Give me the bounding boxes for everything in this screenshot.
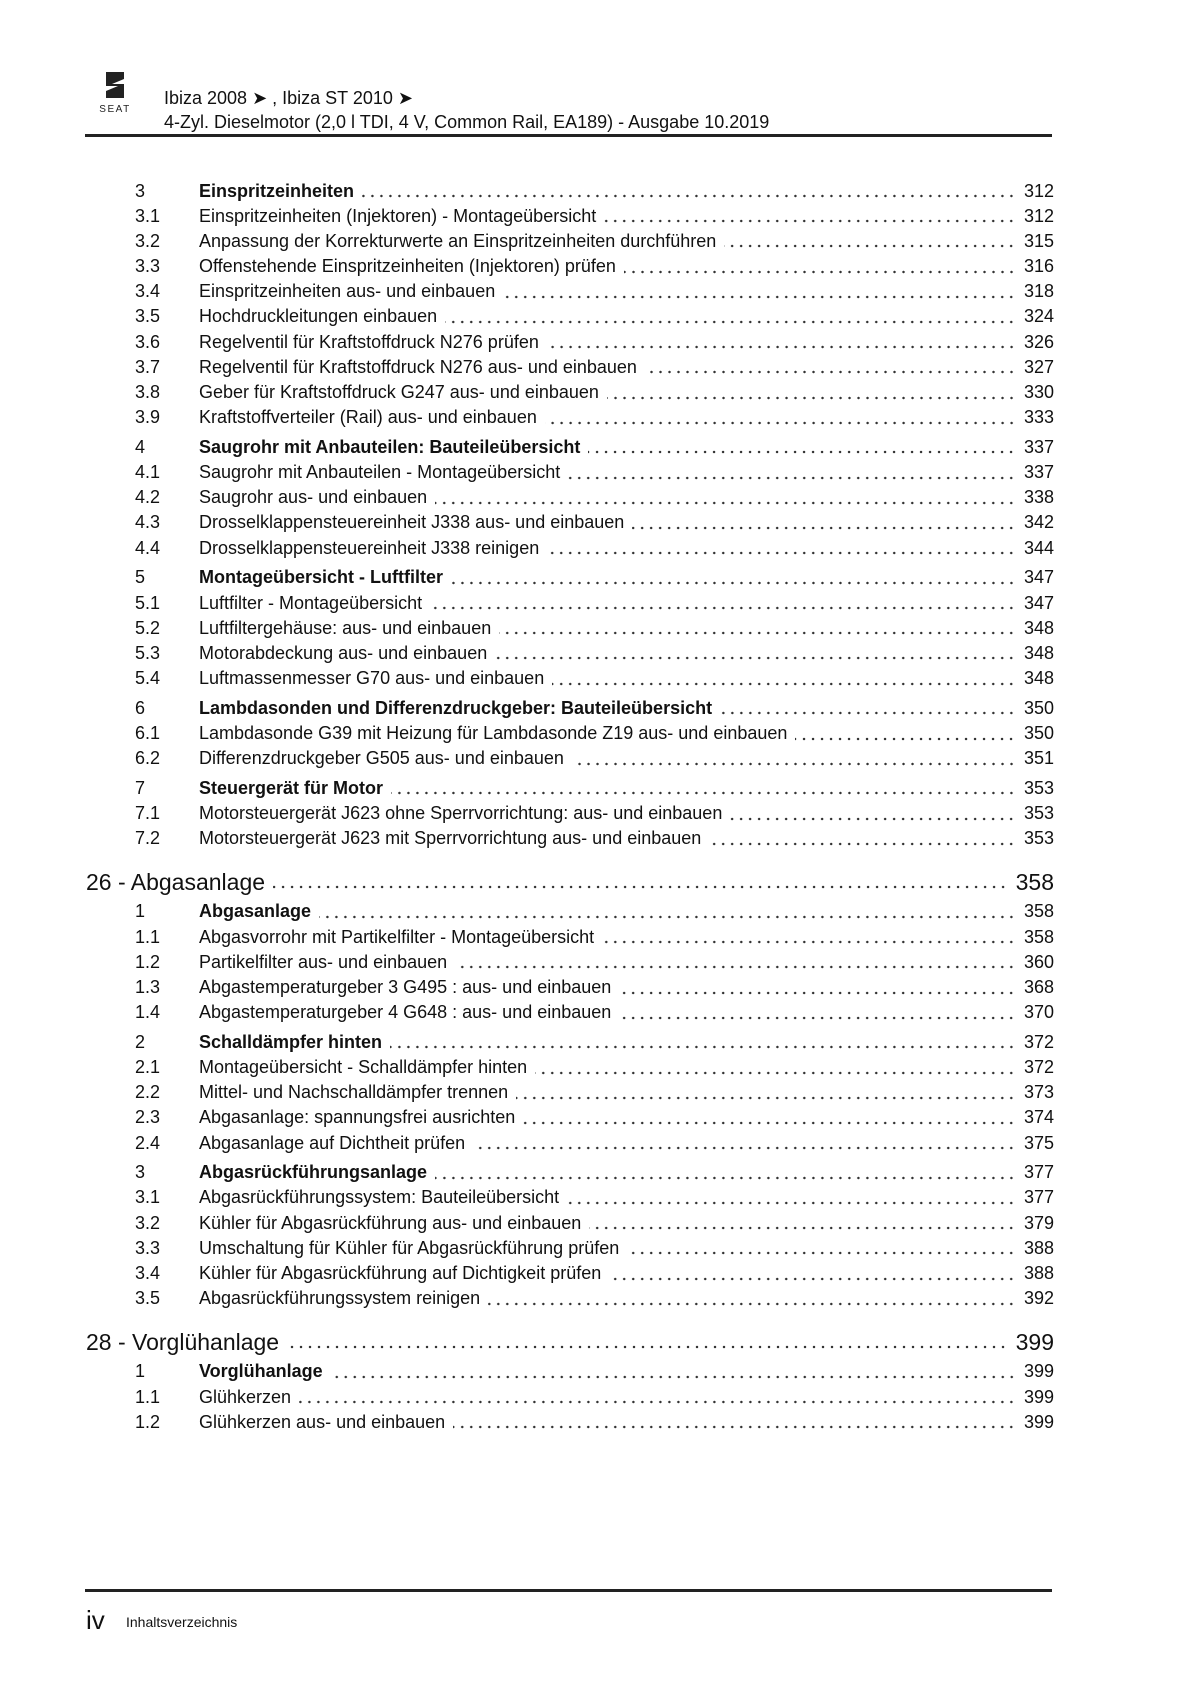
entry-title: 26 - Abgasanlage bbox=[86, 869, 266, 896]
dot-leader bbox=[535, 1071, 1016, 1075]
entry-title: Anpassung der Korrekturwerte an Einspritzeinheiten durchführen bbox=[199, 230, 717, 251]
entry-page-number: 338 bbox=[1023, 487, 1054, 508]
entry-page-number: 350 bbox=[1023, 697, 1054, 718]
entry-page-number: 347 bbox=[1023, 592, 1054, 613]
toc-section[interactable] bbox=[0, 565, 1191, 590]
entry-number: 3 bbox=[135, 1162, 146, 1183]
entry-title: Luftfilter - Montageübersicht bbox=[199, 592, 423, 613]
entry-page-number: 368 bbox=[1023, 976, 1054, 997]
entry-title: Kühler für Abgasrückführung auf Dichtigkeit prüfen bbox=[199, 1263, 602, 1283]
dot-leader bbox=[319, 915, 1016, 919]
entry-number: 3 bbox=[135, 180, 146, 201]
toc-entry[interactable] bbox=[0, 1211, 1191, 1236]
entry-title: Abgasanlage auf Dichtheit prüfen bbox=[199, 1132, 466, 1153]
dot-leader bbox=[435, 1176, 1016, 1180]
dot-leader bbox=[627, 1251, 1016, 1255]
entry-number: 2.4 bbox=[135, 1132, 161, 1153]
toc-entry[interactable] bbox=[0, 1385, 1191, 1410]
entry-page-number: 353 bbox=[1023, 828, 1054, 849]
entry-title: Abgasrückführungsanlage bbox=[199, 1162, 428, 1183]
entry-title: Steuergerät für Motor bbox=[199, 777, 384, 798]
entry-page-number: 350 bbox=[1023, 722, 1054, 743]
entry-number: 3.3 bbox=[135, 1237, 161, 1258]
entry-page-number: 374 bbox=[1023, 1107, 1054, 1128]
entry-title: Montageübersicht - Schalldämpfer hinten bbox=[199, 1057, 528, 1077]
entry-number: 6.1 bbox=[135, 722, 161, 743]
toc-entry[interactable] bbox=[0, 536, 1191, 561]
entry-page-number: 372 bbox=[1023, 1057, 1054, 1077]
entry-number: 3.1 bbox=[135, 1187, 161, 1208]
dot-leader bbox=[430, 606, 1016, 610]
dot-leader bbox=[453, 1425, 1016, 1429]
footer-page-number: iv bbox=[86, 1605, 105, 1635]
toc-entry[interactable] bbox=[0, 975, 1191, 1000]
dot-leader bbox=[331, 1375, 1016, 1379]
toc-entry[interactable] bbox=[0, 666, 1191, 691]
dot-leader bbox=[391, 791, 1016, 795]
toc-entry[interactable] bbox=[0, 254, 1191, 279]
dot-leader bbox=[273, 885, 1008, 889]
dot-leader bbox=[455, 965, 1016, 969]
entry-title: Abgasanlage bbox=[199, 901, 312, 922]
entry-page-number: 379 bbox=[1023, 1212, 1054, 1233]
toc-entry[interactable] bbox=[0, 1185, 1191, 1210]
entry-title: Luftmassenmesser G70 aus- und einbauen bbox=[199, 668, 545, 689]
entry-number: 1.1 bbox=[135, 1386, 161, 1407]
entry-title: Lambdasonden und Differenzdruckgeber: Bauteileübersicht bbox=[199, 697, 713, 718]
entry-page-number: 353 bbox=[1023, 803, 1054, 823]
entry-number: 5.4 bbox=[135, 668, 161, 689]
entry-page-number: 326 bbox=[1023, 331, 1054, 352]
entry-page-number: 348 bbox=[1023, 642, 1054, 663]
dot-leader bbox=[730, 817, 1016, 821]
toc-entry[interactable] bbox=[0, 229, 1191, 254]
toc-entry[interactable] bbox=[0, 641, 1191, 666]
dot-leader bbox=[390, 1045, 1016, 1049]
entry-title: Drosselklappensteuereinheit J338 aus- und einbauen bbox=[199, 512, 625, 533]
toc-entry[interactable] bbox=[0, 1055, 1191, 1080]
footer-rule bbox=[85, 1589, 1052, 1592]
entry-number: 1.3 bbox=[135, 976, 161, 997]
entry-title: Lambdasonde G39 mit Heizung für Lambdasonde Z19 aus- und einbauen bbox=[199, 722, 788, 743]
entry-title: Kühler für Abgasrückführung aus- und einbauen bbox=[199, 1212, 582, 1233]
toc-entry[interactable] bbox=[0, 1105, 1191, 1130]
entry-title: Differenzdruckgeber G505 aus- und einbauen bbox=[199, 748, 564, 769]
dot-leader bbox=[709, 842, 1016, 846]
entry-number: 3.5 bbox=[135, 1288, 161, 1309]
entry-number: 1.2 bbox=[135, 1411, 161, 1432]
toc-entry[interactable] bbox=[0, 460, 1191, 485]
entry-page-number: 330 bbox=[1023, 382, 1054, 402]
entry-title: Regelventil für Kraftstoffdruck N276 prüfen bbox=[199, 331, 539, 352]
toc-entry[interactable] bbox=[0, 510, 1191, 535]
header-rule bbox=[85, 134, 1052, 137]
entry-page-number: 392 bbox=[1023, 1288, 1054, 1309]
seat-logo bbox=[90, 70, 140, 114]
dot-leader bbox=[287, 1345, 1008, 1349]
toc-section[interactable] bbox=[0, 179, 1191, 204]
entry-number: 1 bbox=[135, 901, 146, 922]
toc-entry[interactable] bbox=[0, 746, 1191, 771]
dot-leader bbox=[602, 940, 1016, 944]
entry-title: Einspritzeinheiten (Injektoren) - Montageübersicht bbox=[199, 205, 597, 226]
entry-title: Kraftstoffverteiler (Rail) aus- und einbauen bbox=[199, 407, 537, 428]
entry-number: 6.2 bbox=[135, 748, 161, 769]
entry-title: Geber für Kraftstoffdruck G247 aus- und einbauen bbox=[199, 382, 599, 402]
toc-entry[interactable] bbox=[0, 721, 1191, 746]
dot-leader bbox=[720, 711, 1016, 715]
entry-number: 1 bbox=[135, 1361, 146, 1382]
entry-page-number: 327 bbox=[1023, 356, 1054, 377]
entry-title: Glühkerzen aus- und einbauen bbox=[199, 1411, 446, 1432]
entry-page-number: 333 bbox=[1023, 407, 1054, 428]
entry-title: 28 - Vorglühanlage bbox=[86, 1329, 280, 1356]
entry-title: Abgasrückführungssystem: Bauteileübersicht bbox=[199, 1187, 560, 1208]
entry-title: Motorsteuergerät J623 mit Sperrvorrichtung aus- und einbauen bbox=[199, 828, 702, 849]
entry-number: 3.5 bbox=[135, 306, 161, 327]
entry-number: 3.6 bbox=[135, 331, 161, 352]
toc-section[interactable] bbox=[0, 696, 1191, 721]
entry-title: Einspritzeinheiten aus- und einbauen bbox=[199, 281, 496, 302]
dot-leader bbox=[567, 1201, 1016, 1205]
entry-title: Abgasrückführungssystem reinigen bbox=[199, 1288, 481, 1309]
toc-entry[interactable] bbox=[0, 279, 1191, 304]
toc-entry[interactable] bbox=[0, 485, 1191, 510]
entry-number: 3.4 bbox=[135, 281, 161, 302]
entry-number: 3.7 bbox=[135, 356, 161, 377]
dot-leader bbox=[499, 631, 1016, 635]
entry-number: 3.4 bbox=[135, 1263, 161, 1283]
svg-text:SEAT: SEAT bbox=[99, 104, 131, 114]
dot-leader bbox=[523, 1121, 1016, 1125]
dot-leader bbox=[552, 682, 1016, 686]
toc-entry[interactable] bbox=[0, 1236, 1191, 1261]
dot-leader bbox=[568, 476, 1016, 480]
entry-number: 4.4 bbox=[135, 537, 161, 558]
dot-leader bbox=[435, 501, 1016, 505]
toc-entry[interactable] bbox=[0, 616, 1191, 641]
entry-number: 6 bbox=[135, 697, 146, 718]
dot-leader bbox=[632, 526, 1016, 530]
dot-leader bbox=[545, 421, 1016, 425]
dot-leader bbox=[451, 581, 1016, 585]
dot-leader bbox=[609, 1277, 1016, 1281]
toc-entry[interactable] bbox=[0, 204, 1191, 229]
entry-number: 7.2 bbox=[135, 828, 161, 849]
entry-page-number: 358 bbox=[1015, 869, 1054, 896]
entry-number: 4.1 bbox=[135, 462, 161, 483]
entry-number: 3.8 bbox=[135, 382, 161, 402]
entry-page-number: 347 bbox=[1023, 567, 1054, 588]
entry-page-number: 312 bbox=[1023, 205, 1054, 226]
entry-number: 3.9 bbox=[135, 407, 161, 428]
entry-page-number: 316 bbox=[1023, 256, 1054, 277]
toc-entry[interactable] bbox=[0, 1000, 1191, 1025]
toc-section[interactable] bbox=[0, 1160, 1191, 1185]
entry-number: 5 bbox=[135, 567, 146, 588]
entry-number: 2.1 bbox=[135, 1057, 161, 1077]
entry-page-number: 318 bbox=[1023, 281, 1054, 302]
entry-number: 1.4 bbox=[135, 1002, 161, 1023]
toc-entry[interactable] bbox=[0, 826, 1191, 851]
toc-section[interactable] bbox=[0, 776, 1191, 801]
entry-title: Glühkerzen bbox=[199, 1386, 292, 1407]
entry-title: Hochdruckleitungen einbauen bbox=[199, 306, 438, 327]
entry-number: 2.3 bbox=[135, 1107, 161, 1128]
entry-page-number: 337 bbox=[1023, 462, 1054, 483]
entry-page-number: 324 bbox=[1023, 306, 1054, 327]
dot-leader bbox=[495, 656, 1016, 660]
entry-page-number: 348 bbox=[1023, 617, 1054, 638]
entry-title: Vorglühanlage bbox=[199, 1361, 323, 1382]
toc-entry[interactable] bbox=[0, 1261, 1191, 1286]
dot-leader bbox=[619, 991, 1016, 995]
entry-title: Montageübersicht - Luftfilter bbox=[199, 567, 443, 588]
entry-title: Saugrohr aus- und einbauen bbox=[199, 487, 428, 508]
entry-number: 5.1 bbox=[135, 592, 161, 613]
entry-page-number: 312 bbox=[1023, 180, 1054, 201]
entry-title: Partikelfilter aus- und einbauen bbox=[199, 951, 448, 972]
entry-page-number: 337 bbox=[1023, 436, 1054, 457]
entry-page-number: 344 bbox=[1023, 537, 1054, 558]
entry-page-number: 375 bbox=[1023, 1132, 1054, 1153]
entry-title: Luftfiltergehäuse: aus- und einbauen bbox=[199, 617, 492, 638]
entry-number: 7 bbox=[135, 777, 146, 798]
dot-leader bbox=[362, 194, 1016, 198]
entry-title: Abgastemperaturgeber 3 G495 : aus- und einbauen bbox=[199, 976, 612, 997]
toc-entry[interactable] bbox=[0, 380, 1191, 405]
entry-page-number: 351 bbox=[1023, 748, 1054, 769]
entry-number: 3.2 bbox=[135, 230, 161, 251]
entry-page-number: 399 bbox=[1023, 1411, 1054, 1432]
entry-page-number: 315 bbox=[1023, 230, 1054, 251]
entry-number: 1.1 bbox=[135, 926, 161, 947]
dot-leader bbox=[588, 450, 1016, 454]
entry-title: Abgastemperaturgeber 4 G648 : aus- und einbauen bbox=[199, 1002, 612, 1023]
entry-title: Motorabdeckung aus- und einbauen bbox=[199, 642, 488, 663]
entry-title: Saugrohr mit Anbauteilen: Bauteileübersicht bbox=[199, 436, 581, 457]
dot-leader bbox=[503, 295, 1016, 299]
entry-number: 5.3 bbox=[135, 642, 161, 663]
entry-title: Abgasanlage: spannungsfrei ausrichten bbox=[199, 1107, 516, 1128]
dot-leader bbox=[488, 1302, 1016, 1306]
entry-title: Motorsteuergerät J623 ohne Sperrvorrichtung: aus- und einbauen bbox=[199, 803, 723, 823]
entry-page-number: 388 bbox=[1023, 1263, 1054, 1283]
entry-page-number: 372 bbox=[1023, 1031, 1054, 1052]
entry-page-number: 358 bbox=[1023, 926, 1054, 947]
dot-leader bbox=[607, 396, 1016, 400]
dot-leader bbox=[547, 345, 1016, 349]
entry-page-number: 353 bbox=[1023, 777, 1054, 798]
toc-entry[interactable] bbox=[0, 304, 1191, 329]
entry-title: Regelventil für Kraftstoffdruck N276 aus- und einbauen bbox=[199, 356, 637, 377]
entry-title: Saugrohr mit Anbauteilen - Montageübersicht bbox=[199, 462, 561, 483]
dot-leader bbox=[619, 1016, 1016, 1020]
toc-entry[interactable] bbox=[0, 1410, 1191, 1435]
toc-section[interactable] bbox=[0, 1030, 1191, 1055]
footer-section-title: Inhaltsverzeichnis bbox=[126, 1614, 238, 1630]
entry-number: 1.2 bbox=[135, 951, 161, 972]
entry-page-number: 373 bbox=[1023, 1082, 1054, 1103]
toc-entry[interactable] bbox=[0, 1131, 1191, 1156]
entry-number: 2 bbox=[135, 1031, 146, 1052]
toc-chapter[interactable] bbox=[0, 867, 1191, 897]
entry-number: 4.3 bbox=[135, 512, 161, 533]
entry-title: Einspritzeinheiten bbox=[199, 180, 355, 201]
toc-entry[interactable] bbox=[0, 1080, 1191, 1105]
toc-entry[interactable] bbox=[0, 925, 1191, 950]
entry-page-number: 342 bbox=[1023, 512, 1054, 533]
entry-page-number: 399 bbox=[1023, 1386, 1054, 1407]
toc-entry[interactable] bbox=[0, 1286, 1191, 1311]
entry-number: 3.2 bbox=[135, 1212, 161, 1233]
dot-leader bbox=[572, 762, 1016, 766]
entry-number: 3.3 bbox=[135, 256, 161, 277]
entry-number: 4 bbox=[135, 436, 146, 457]
toc-chapter[interactable] bbox=[0, 1327, 1191, 1357]
dot-leader bbox=[795, 737, 1016, 741]
entry-number: 3.1 bbox=[135, 205, 161, 226]
entry-number: 7.1 bbox=[135, 803, 161, 823]
entry-title: Umschaltung für Kühler für Abgasrückführung prüfen bbox=[199, 1237, 620, 1258]
entry-page-number: 358 bbox=[1023, 901, 1054, 922]
dot-leader bbox=[724, 244, 1016, 248]
entry-page-number: 348 bbox=[1023, 668, 1054, 689]
header-engine-edition: 4-Zyl. Dieselmotor (2,0 l TDI, 4 V, Common Rail, EA189) - Ausgabe 10.2019 bbox=[164, 112, 770, 132]
entry-page-number: 399 bbox=[1023, 1361, 1054, 1382]
entry-page-number: 377 bbox=[1023, 1187, 1054, 1208]
entry-page-number: 399 bbox=[1015, 1329, 1054, 1356]
dot-leader bbox=[624, 270, 1016, 274]
dot-leader bbox=[645, 370, 1016, 374]
dot-leader bbox=[516, 1096, 1016, 1100]
entry-number: 2.2 bbox=[135, 1082, 161, 1103]
entry-title: Offenstehende Einspritzeinheiten (Injektoren) prüfen bbox=[199, 256, 616, 277]
toc-section[interactable] bbox=[0, 899, 1191, 924]
entry-title: Drosselklappensteuereinheit J338 reinigen bbox=[199, 537, 540, 558]
dot-leader bbox=[604, 219, 1016, 223]
entry-page-number: 370 bbox=[1023, 1002, 1054, 1023]
toc-entry[interactable] bbox=[0, 355, 1191, 380]
entry-page-number: 388 bbox=[1023, 1237, 1054, 1258]
toc-section[interactable] bbox=[0, 435, 1191, 460]
dot-leader bbox=[547, 551, 1016, 555]
dot-leader bbox=[445, 320, 1016, 324]
entry-number: 5.2 bbox=[135, 617, 161, 638]
entry-page-number: 377 bbox=[1023, 1162, 1054, 1183]
toc-entry[interactable] bbox=[0, 330, 1191, 355]
toc-section[interactable] bbox=[0, 1359, 1191, 1384]
entry-title: Schalldämpfer hinten bbox=[199, 1031, 383, 1052]
entry-title: Abgasvorrohr mit Partikelfilter - Montageübersicht bbox=[199, 926, 595, 947]
toc-entry[interactable] bbox=[0, 591, 1191, 616]
dot-leader bbox=[473, 1146, 1016, 1150]
entry-number: 4.2 bbox=[135, 487, 161, 508]
toc-entry[interactable] bbox=[0, 950, 1191, 975]
header-vehicle-models: Ibiza 2008 ➤ , Ibiza ST 2010 ➤ bbox=[164, 88, 413, 108]
toc-entry[interactable] bbox=[0, 405, 1191, 430]
toc-entry[interactable] bbox=[0, 801, 1191, 826]
table-of-contents bbox=[0, 174, 1191, 1435]
entry-page-number: 360 bbox=[1023, 951, 1054, 972]
dot-leader bbox=[589, 1226, 1016, 1230]
dot-leader bbox=[299, 1400, 1016, 1404]
entry-title: Mittel- und Nachschalldämpfer trennen bbox=[199, 1082, 509, 1103]
